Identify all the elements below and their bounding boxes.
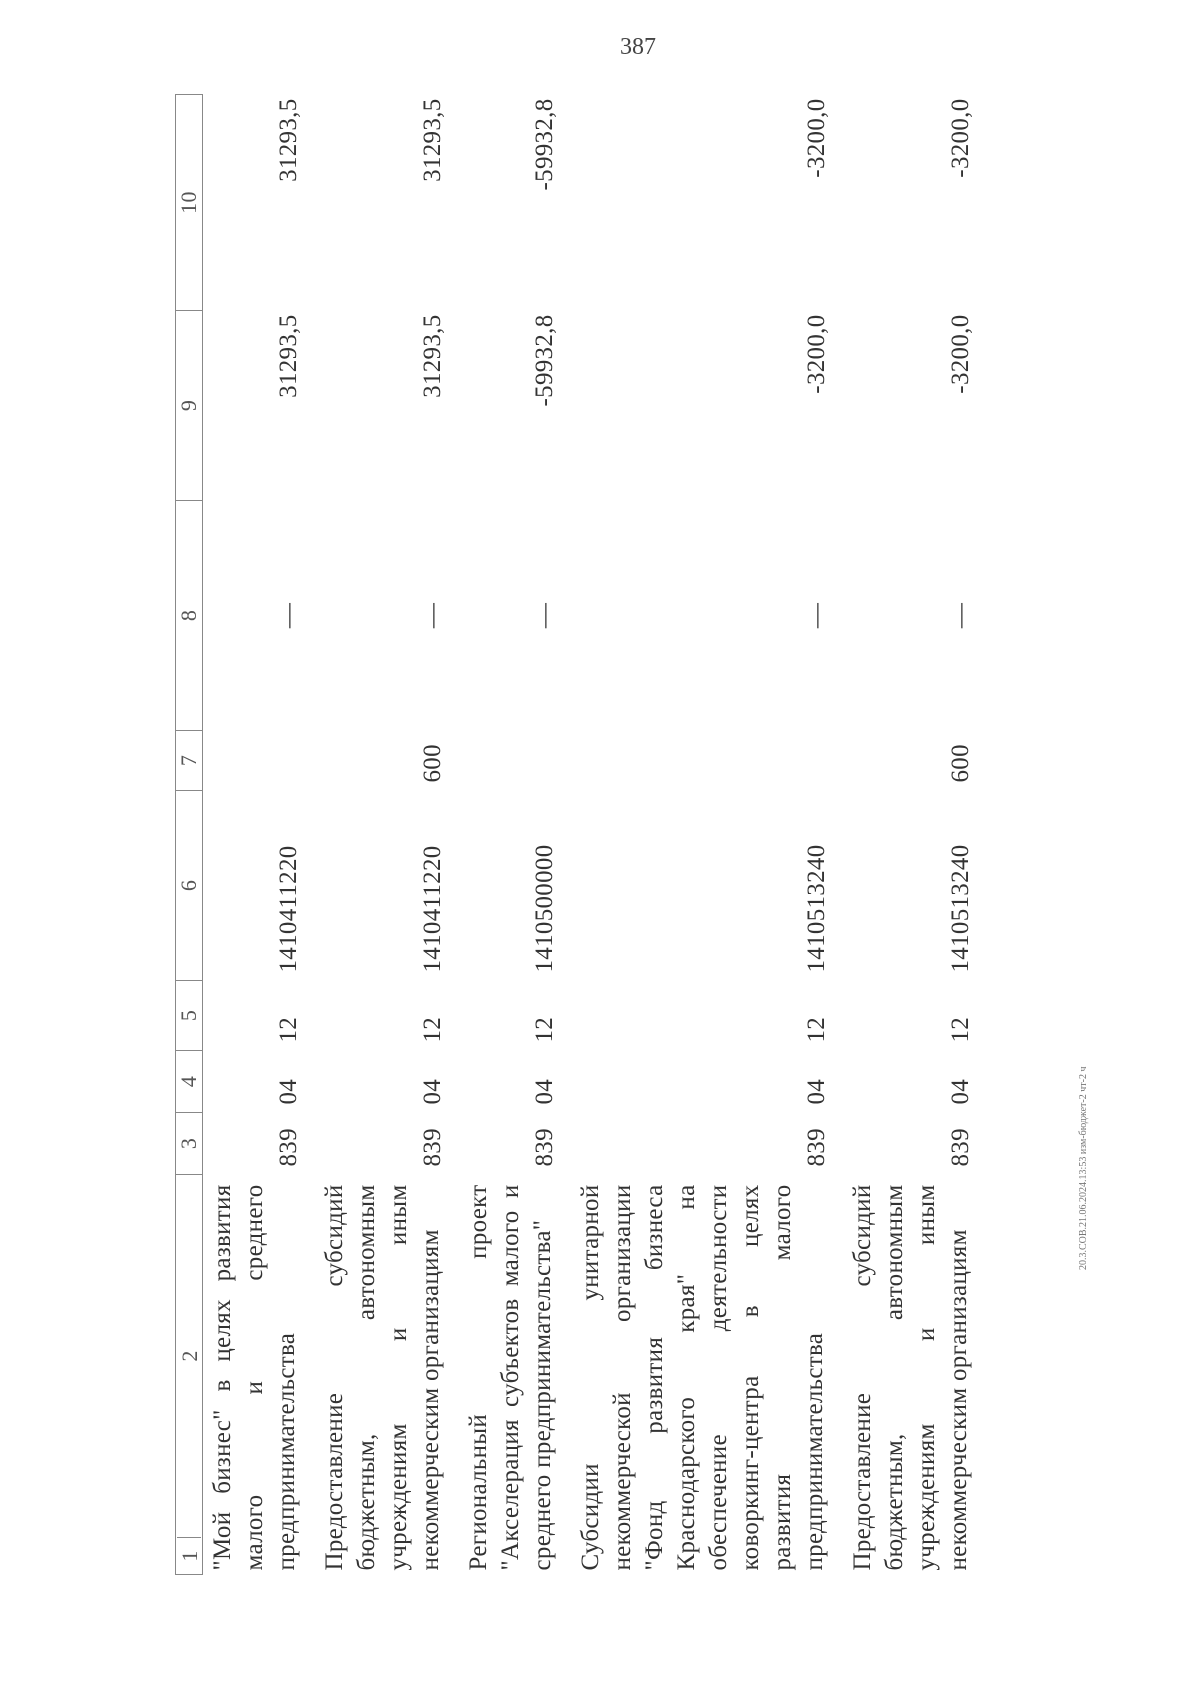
cell-expense-type — [569, 731, 841, 791]
cell-ministry: 839 — [531, 1128, 558, 1167]
cell-ministry: 839 — [419, 1128, 446, 1167]
cell-col8: — — [275, 602, 302, 629]
cell-section: 04 — [531, 1078, 558, 1105]
budget-table — [175, 94, 985, 1575]
cell-expense-type — [457, 731, 569, 791]
page-number: 387 — [620, 34, 656, 60]
cell-subsection: 12 — [419, 1016, 446, 1043]
table-header — [176, 95, 203, 1575]
column-index-row — [176, 95, 203, 1575]
cell-col9: -3200,0 — [947, 314, 974, 394]
rotated-table-container — [175, 95, 1055, 1575]
cell-col10: -3200,0 — [803, 98, 830, 178]
column-header-7: 7 — [176, 731, 203, 791]
cell-col8: — — [803, 602, 830, 629]
column-header-10: 10 — [176, 95, 203, 311]
row-name: Предоставление субсидий бюджетным, автономным учреждениям и иным некоммерческим организациям — [321, 1184, 444, 1571]
cell-target-article: 1410513240 — [947, 844, 974, 973]
table-row — [313, 95, 457, 1575]
cell-subsection: 12 — [531, 1016, 558, 1043]
column-header-2: 2 — [177, 1350, 202, 1362]
cell-ministry: 839 — [803, 1128, 830, 1167]
cell-subsection: 12 — [275, 1016, 302, 1043]
cell-col9: -3200,0 — [803, 314, 830, 394]
cell-col8: — — [419, 602, 446, 629]
cell-col10: -59932,8 — [531, 98, 558, 191]
cell-col10: -3200,0 — [947, 98, 974, 178]
row-name: "Мой бизнес" в целях развития малого и среднего предпринимательства — [209, 1184, 300, 1571]
column-header-8: 8 — [176, 501, 203, 731]
cell-section: 04 — [275, 1078, 302, 1105]
cell-target-article: 1410513240 — [803, 844, 830, 973]
cell-target-article: 1410500000 — [531, 844, 558, 973]
row-name: Субсидии унитарной некоммерческой организации "Фонд развития бизнеса Краснодарского края" на обеспечение деятельности коворкинг-центра в целях развития малого предпринимательства — [577, 1184, 828, 1571]
column-header-3: 3 — [176, 1113, 203, 1175]
cell-subsection: 12 — [803, 1016, 830, 1043]
cell-col8: — — [947, 602, 974, 629]
column-header-9: 9 — [176, 311, 203, 501]
table-row — [203, 95, 314, 1575]
cell-col9: 31293,5 — [419, 314, 446, 398]
table-row — [841, 95, 985, 1575]
cell-expense-type: 600 — [419, 744, 446, 783]
cell-col8: — — [531, 602, 558, 629]
cell-col10: 31293,5 — [275, 98, 302, 182]
cell-section: 04 — [419, 1078, 446, 1105]
column-header — [176, 1175, 203, 1575]
cell-subsection: 12 — [947, 1016, 974, 1043]
cell-section: 04 — [947, 1078, 974, 1105]
cell-ministry: 839 — [947, 1128, 974, 1167]
cell-ministry: 839 — [275, 1128, 302, 1167]
row-name: Региональный проект "Акселерация субъектов малого и среднего предпринимательства" — [465, 1184, 556, 1571]
column-header-4: 4 — [176, 1051, 203, 1113]
column-header-5: 5 — [176, 981, 203, 1051]
cell-target-article: 1410411220 — [419, 845, 446, 973]
column-header-1: 1 — [177, 1537, 201, 1574]
cell-col9: 31293,5 — [275, 314, 302, 398]
row-name: Предоставление субсидий бюджетным, автономным учреждениям и иным некоммерческим организациям — [849, 1184, 972, 1571]
cell-section: 04 — [803, 1078, 830, 1105]
cell-expense-type — [203, 731, 314, 791]
cell-target-article: 1410411220 — [275, 845, 302, 973]
footer-stamp: 20.3.СОВ.21.06.2024.13:53 изм-бюджет-2 чт-2 ч — [1078, 1066, 1089, 1270]
cell-col9: -59932,8 — [531, 314, 558, 407]
table-row — [457, 95, 569, 1575]
table-row — [569, 95, 841, 1575]
cell-col10: 31293,5 — [419, 98, 446, 182]
column-header-6: 6 — [176, 791, 203, 981]
cell-expense-type: 600 — [947, 744, 974, 783]
